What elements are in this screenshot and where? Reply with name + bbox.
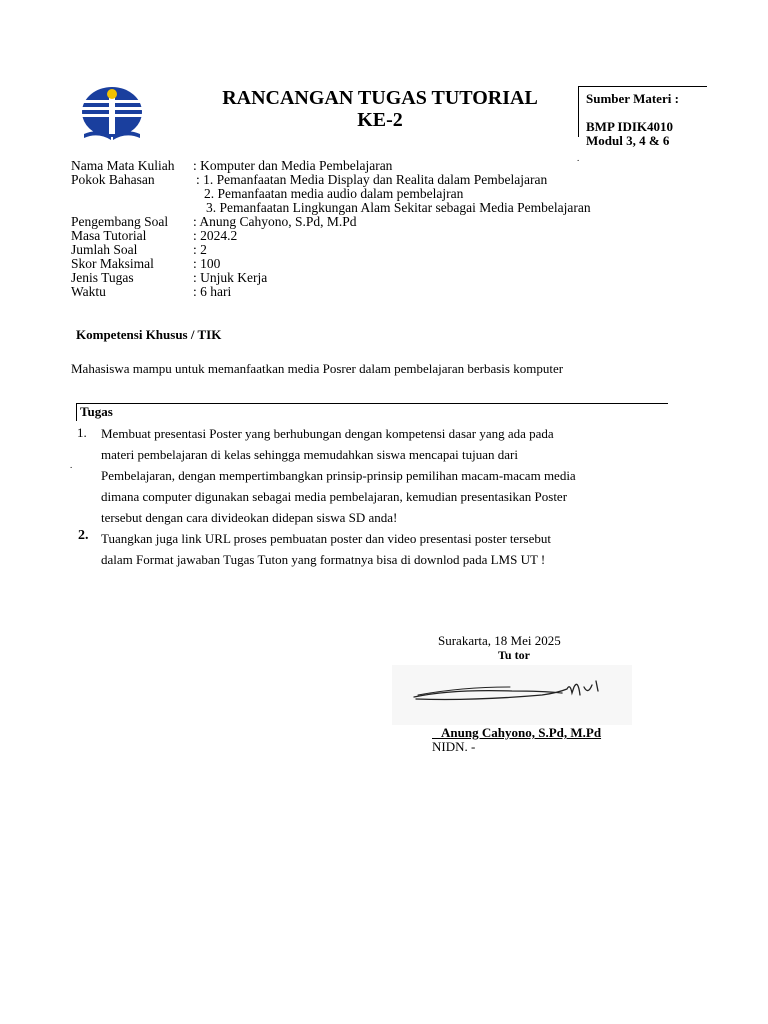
task-2-line: Tuangkan juga link URL proses pembuatan poster dan video presentasi poster tersebut: [101, 531, 551, 546]
task-type-value: : Unjuk Kerja: [193, 270, 268, 285]
time-label: Waktu: [71, 284, 106, 299]
tutor-name: Anung Cahyono, S.Pd, M.Pd: [432, 725, 602, 740]
developer-label: Pengembang Soal: [71, 214, 169, 229]
task-1-line: Membuat presentasi Poster yang berhubungan dengan kompetensi dasar yang ada pada: [101, 426, 554, 441]
stray-mark: .: [70, 460, 73, 470]
task-1-number: 1.: [77, 425, 87, 440]
topic-item-2: 2. Pemanfaatan media audio dalam pembelajran: [204, 186, 464, 201]
topic-label: Pokok Bahasan: [71, 172, 155, 187]
competency-text: Mahasiswa mampu untuk memanfaatkan media Posrer dalam pembelajaran berbasis komputer: [71, 361, 564, 376]
count-value: : 2: [193, 242, 207, 257]
course-value: : Komputer dan Media Pembelajaran: [193, 158, 393, 173]
task-type-label: Jenis Tugas: [71, 270, 134, 285]
period-label: Masa Tutorial: [71, 228, 147, 243]
developer-value: : Anung Cahyono, S.Pd, M.Pd: [193, 214, 357, 229]
task-border: [76, 403, 77, 421]
topic-item-1: : 1. Pemanfaatan Media Display dan Realita dalam Pembelajaran: [196, 172, 548, 187]
task-2-line: dalam Format jawaban Tugas Tuton yang formatnya bisa di downlod pada LMS UT !: [101, 552, 546, 567]
task-heading: Tugas: [80, 404, 113, 419]
source-modules: Modul 3, 4 & 6: [586, 133, 670, 148]
time-value: : 6 hari: [193, 284, 232, 299]
period-value: : 2024.2: [193, 228, 238, 243]
count-label: Jumlah Soal: [71, 242, 138, 257]
document-title: RANCANGAN TUGAS TUTORIAL: [222, 87, 538, 109]
source-code: BMP IDIK4010: [586, 119, 674, 134]
document-subtitle: KE-2: [357, 109, 403, 131]
task-2-number: 2.: [78, 528, 89, 543]
task-divider: [76, 403, 668, 404]
task-1-line: Pembelajaran, dengan mempertimbangkan prinsip-prinsip pemilihan macam-macam media: [101, 468, 576, 483]
task-1-line: materi pembelajaran di kelas sehingga memudahkan siswa mencapai tujuan dari: [101, 447, 518, 462]
handwritten-signature: [392, 665, 632, 725]
score-value: : 100: [193, 256, 221, 271]
topic-item-3: 3. Pemanfaatan Lingkungan Alam Sekitar sebagai Media Pembelajaran: [206, 200, 591, 215]
task-1-line: dimana computer digunakan sebagai media pembelajaran, kemudian presentasikan Poster: [101, 489, 568, 504]
university-logo: [80, 86, 144, 146]
tutor-nidn: NIDN. -: [432, 739, 476, 754]
place-date: Surakarta, 18 Mei 2025: [438, 633, 561, 648]
task-1-line: tersebut dengan cara divideokan didepan siswa SD anda!: [101, 510, 398, 525]
competency-heading: Kompetensi Khusus / TIK: [76, 327, 222, 342]
tutor-role: Tu tor: [498, 648, 530, 662]
score-label: Skor Maksimal: [71, 256, 154, 271]
stray-mark: .: [577, 153, 580, 163]
source-label: Sumber Materi :: [586, 91, 679, 106]
course-label: Nama Mata Kuliah: [71, 158, 175, 173]
